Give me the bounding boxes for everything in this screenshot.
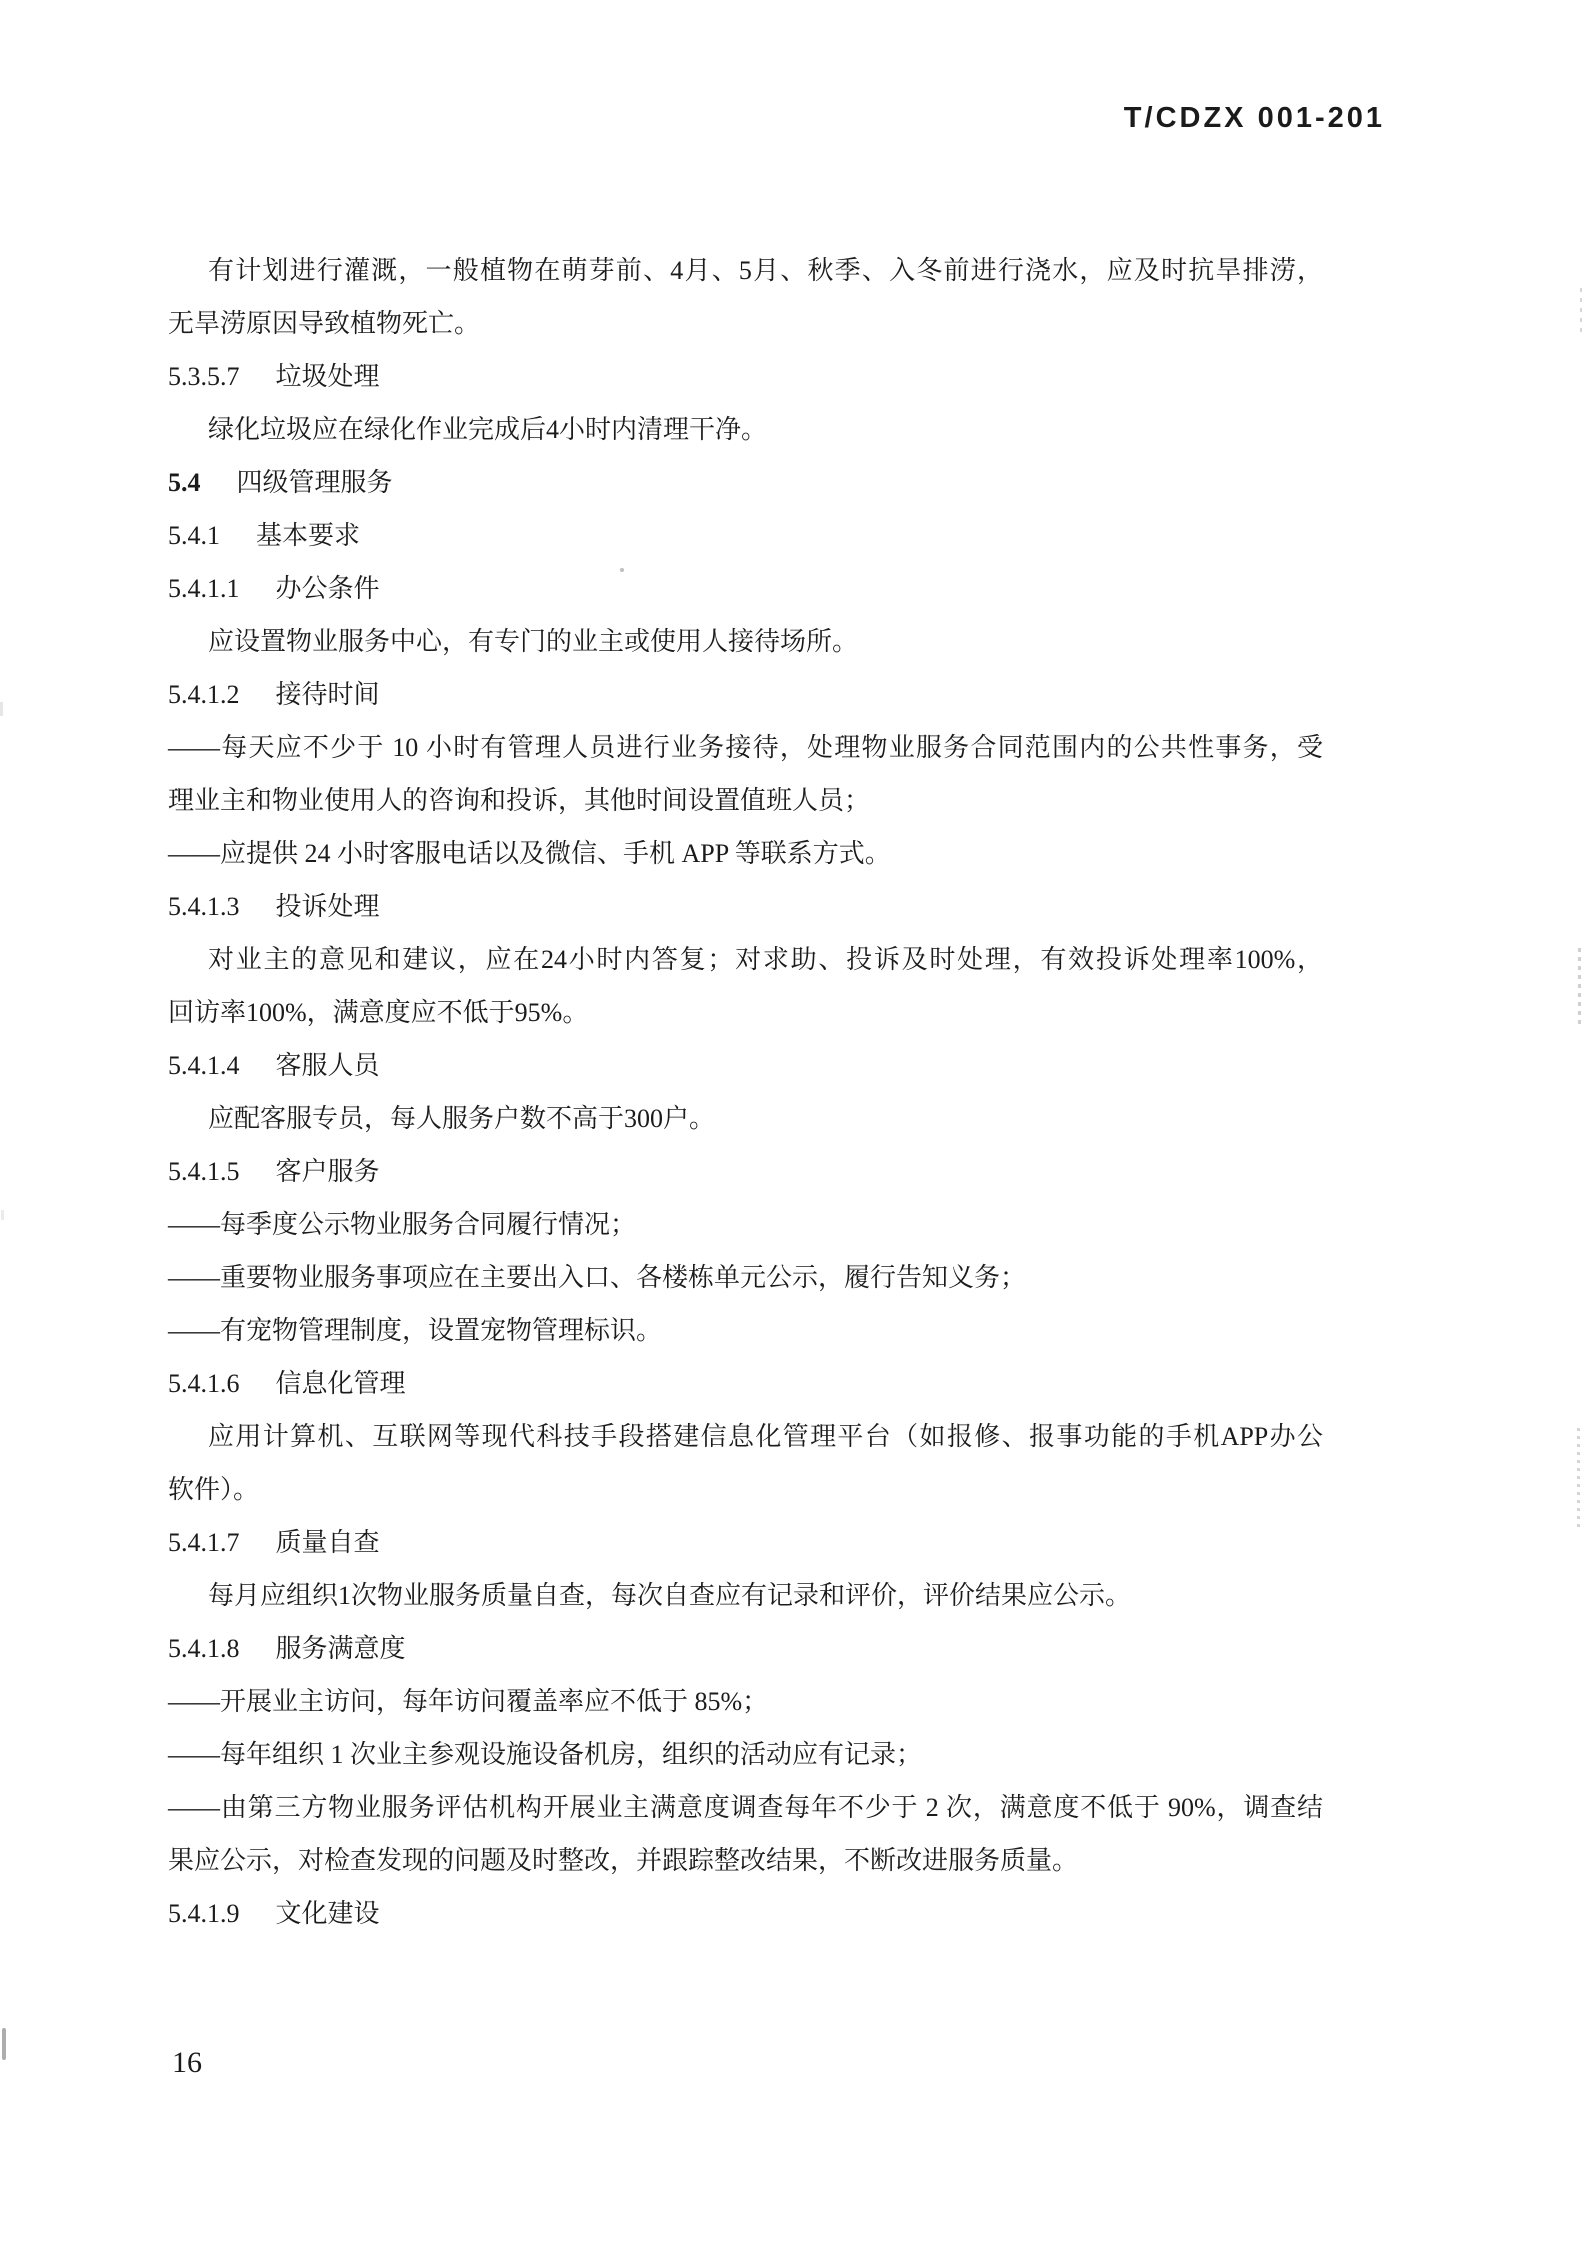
text-line: 无旱涝原因导致植物死亡。 — [168, 309, 481, 338]
text-line: 应配客服专员，每人服务户数不高于300户。 — [208, 1104, 716, 1133]
page-number: 16 — [172, 2046, 202, 2079]
clause-number: 5.4.1.5 — [168, 1157, 240, 1186]
standard-code-header: T/CDZX 001-201 — [1123, 102, 1385, 134]
clause-title: 信息化管理 — [275, 1368, 406, 1398]
clause-number: 5.4.1.7 — [168, 1528, 240, 1557]
clause-title: 办公条件 — [275, 573, 380, 603]
scan-artifact — [1, 1210, 4, 1220]
text-line: ——重要物业服务事项应在主要出入口、各楼栋单元公示，履行告知义务； — [168, 1263, 1027, 1292]
clause-title: 四级管理服务 — [236, 467, 393, 497]
text-line: 绿化垃圾应在绿化作业完成后4小时内清理干净。 — [208, 415, 768, 444]
clause-number: 5.4.1.9 — [168, 1899, 240, 1928]
clause-number: 5.4.1 — [168, 521, 220, 550]
text-line: 应设置物业服务中心，有专门的业主或使用人接待场所。 — [208, 627, 859, 656]
text-line: 理业主和物业使用人的咨询和投诉，其他时间设置值班人员； — [168, 786, 871, 815]
text-line: 有计划进行灌溉，一般植物在萌芽前、4月、5月、秋季、入冬前进行浇水，应及时抗旱排涝， — [208, 256, 1323, 285]
text-line: ——每年组织 1 次业主参观设施设备机房，组织的活动应有记录； — [168, 1740, 923, 1769]
scan-artifact — [2, 2028, 6, 2060]
clause-heading — [168, 1887, 1323, 1940]
clause-heading — [168, 668, 1323, 721]
text-line: 果应公示，对检查发现的问题及时整改，并跟踪整改结果，不断改进服务质量。 — [168, 1846, 1079, 1875]
clause-heading — [168, 1516, 1323, 1569]
text-line: 软件）。 — [168, 1475, 260, 1504]
clause-heading — [168, 456, 1323, 509]
clause-title: 服务满意度 — [275, 1633, 406, 1663]
clause-heading — [168, 1039, 1323, 1092]
scan-artifact — [0, 702, 3, 716]
text-line: ——有宠物管理制度，设置宠物管理标识。 — [168, 1316, 663, 1345]
clause-number: 5.4.1.2 — [168, 680, 240, 709]
clause-number: 5.4.1.3 — [168, 892, 240, 921]
clause-title: 质量自查 — [275, 1527, 380, 1557]
clause-heading — [168, 880, 1323, 933]
clause-title: 文化建设 — [275, 1898, 380, 1928]
clause-heading — [168, 1622, 1323, 1675]
document-body — [168, 244, 1323, 1940]
text-line: 每月应组织1次物业服务质量自查，每次自查应有记录和评价，评价结果应公示。 — [208, 1581, 1132, 1610]
text-line: 回访率100%，满意度应不低于95%。 — [168, 998, 589, 1027]
clause-number: 5.4.1.4 — [168, 1051, 240, 1080]
scan-artifact — [1578, 948, 1581, 1026]
clause-number: 5.4.1.6 — [168, 1369, 240, 1398]
clause-title: 客服人员 — [275, 1050, 380, 1080]
text-line: ——每天应不少于 10 小时有管理人员进行业务接待，处理物业服务合同范围内的公共性事务，受 — [168, 733, 1323, 762]
clause-number: 5.4.1.1 — [168, 574, 240, 603]
text-line: 对业主的意见和建议，应在24小时内答复；对求助、投诉及时处理，有效投诉处理率100%， — [208, 945, 1323, 974]
clause-title: 投诉处理 — [275, 891, 380, 921]
clause-heading — [168, 562, 1323, 615]
clause-title: 垃圾处理 — [275, 361, 380, 391]
clause-number: 5.3.5.7 — [168, 362, 240, 391]
clause-title: 基本要求 — [256, 520, 361, 550]
text-line: ——应提供 24 小时客服电话以及微信、手机 APP 等联系方式。 — [168, 839, 891, 868]
clause-heading — [168, 1357, 1323, 1410]
clause-heading — [168, 350, 1323, 403]
scan-artifact — [1580, 288, 1582, 334]
clause-heading — [168, 509, 1323, 562]
clause-title: 客户服务 — [275, 1156, 380, 1186]
clause-heading — [168, 1145, 1323, 1198]
text-line: ——开展业主访问，每年访问覆盖率应不低于 85%； — [168, 1687, 769, 1716]
clause-title: 接待时间 — [275, 679, 380, 709]
scan-artifact — [1577, 1428, 1580, 1530]
text-line: ——由第三方物业服务评估机构开展业主满意度调查每年不少于 2 次，满意度不低于 90%，调查结 — [168, 1793, 1323, 1822]
clause-number: 5.4 — [168, 468, 201, 497]
clause-number: 5.4.1.8 — [168, 1634, 240, 1663]
text-line: ——每季度公示物业服务合同履行情况； — [168, 1210, 637, 1239]
text-line: 应用计算机、互联网等现代科技手段搭建信息化管理平台（如报修、报事功能的手机APP办公 — [208, 1422, 1323, 1451]
